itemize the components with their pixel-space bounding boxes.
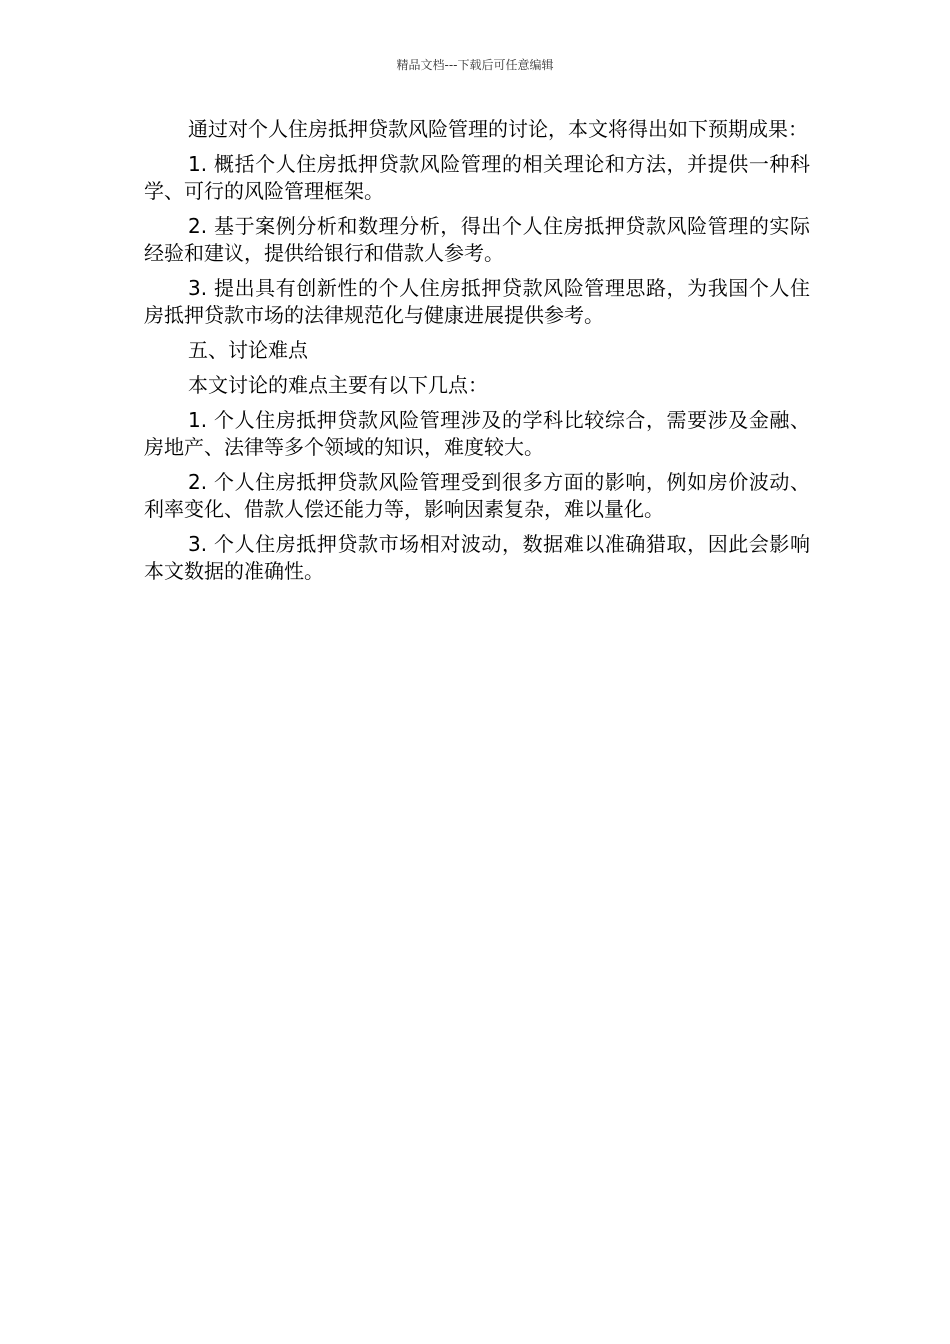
paragraph-expected-results-intro: 通过对个人住房抵押贷款风险管理的讨论，本文将得出如下预期成果：: [188, 117, 808, 141]
paragraph-difficulty-2: 2. 个人住房抵押贷款风险管理受到很多方面的影响，例如房价波动、利率变化、借款人偿还能力等，影响因素复杂，难以量化。: [144, 470, 810, 521]
page-header: 精品文档---下载后可任意编辑: [396, 58, 554, 72]
paragraph-difficulty-3: 3. 个人住房抵押贷款市场相对波动，数据难以准确猎取，因此会影响本文数据的准确性。: [144, 532, 810, 583]
paragraph-difficulty-1: 1. 个人住房抵押贷款风险管理涉及的学科比较综合，需要涉及金融、房地产、法律等多个领域的知识，难度较大。: [144, 408, 810, 459]
paragraph-result-3: 3. 提出具有创新性的个人住房抵押贷款风险管理思路，为我国个人住房抵押贷款市场的法律规范化与健康进展提供参考。: [144, 276, 810, 327]
paragraph-result-1: 1. 概括个人住房抵押贷款风险管理的相关理论和方法，并提供一种科学、可行的风险管理框架。: [144, 152, 810, 203]
section-heading-difficulties: 五、讨论难点: [188, 338, 308, 362]
paragraph-difficulties-intro: 本文讨论的难点主要有以下几点：: [188, 373, 488, 397]
document-body: [144, 116, 810, 593]
paragraph-result-2: 2. 基于案例分析和数理分析，得出个人住房抵押贷款风险管理的实际经验和建议，提供给银行和借款人参考。: [144, 214, 810, 265]
